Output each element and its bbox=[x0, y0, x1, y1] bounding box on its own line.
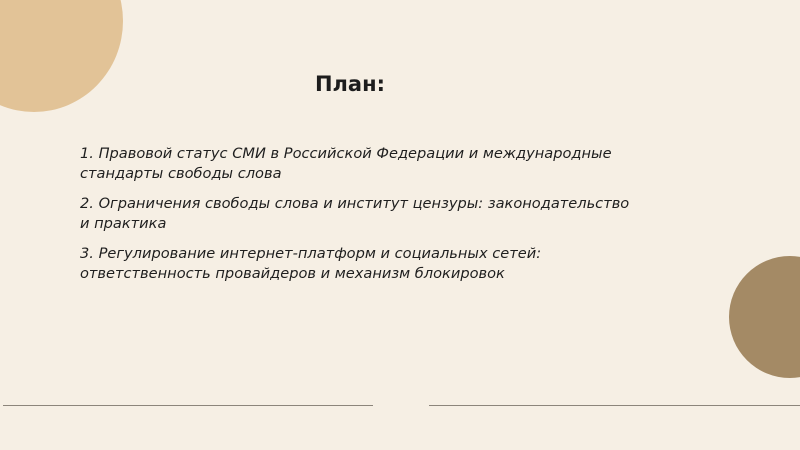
plan-item-1: 1. Правовой статус СМИ в Российской Федерации и международные стандарты свободы слова bbox=[80, 145, 612, 182]
decorative-circle-right bbox=[729, 256, 800, 378]
plan-item-2: 2. Ограничения свободы слова и институт цензуры: законодательство и практика bbox=[80, 195, 630, 232]
slide-title: План: bbox=[314, 72, 386, 96]
divider-line-left bbox=[3, 405, 373, 406]
plan-list bbox=[80, 144, 640, 294]
plan-item-3: 3. Регулирование интернет-платформ и социальных сетей: ответственность провайдеров и механизм блокировок bbox=[80, 245, 542, 282]
divider-line-right bbox=[429, 405, 800, 406]
